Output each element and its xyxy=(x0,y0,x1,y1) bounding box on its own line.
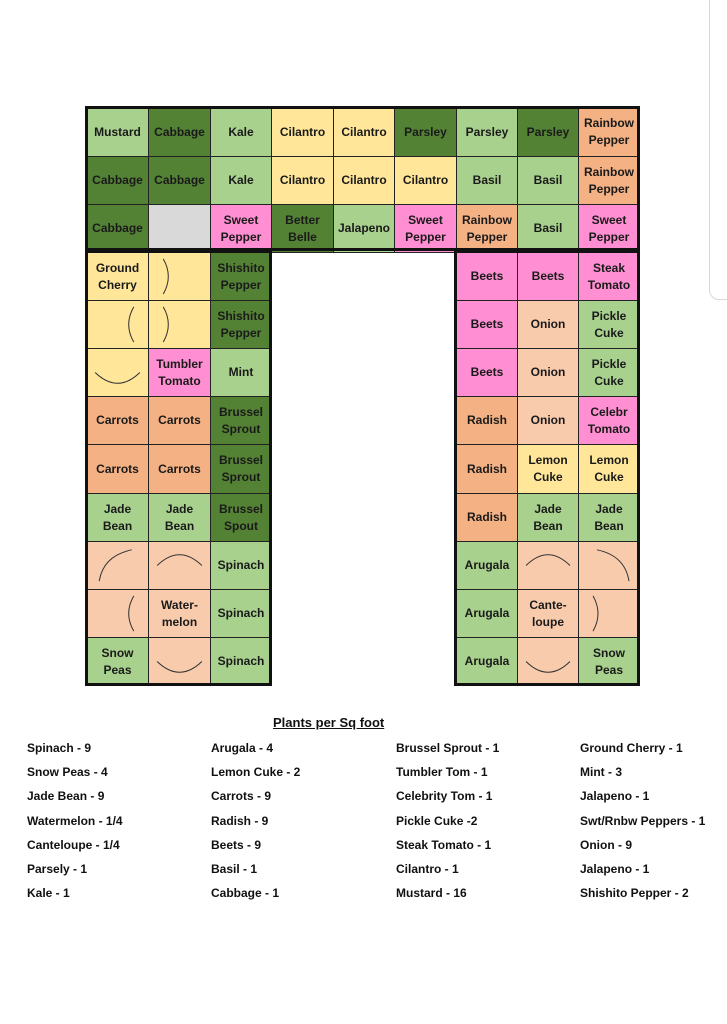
plant-label: Radish xyxy=(466,510,507,524)
plant-cell xyxy=(86,396,149,445)
plant-label: Carrots xyxy=(96,413,139,427)
legend-item: Cabbage - 1 xyxy=(211,886,280,901)
plant-label: Parsley xyxy=(526,124,570,139)
legend-item: Ground Cherry - 1 xyxy=(580,741,683,755)
plant-cell xyxy=(578,156,640,205)
legend-item: Canteloupe - 1/4 xyxy=(27,837,120,852)
legend-item: Basil - 1 xyxy=(211,862,258,876)
plant-label: Celebr Tomato xyxy=(587,404,631,436)
plant-label: Cilantro xyxy=(341,124,387,139)
plant-cell xyxy=(517,252,579,301)
plant-label: Steak Tomato xyxy=(587,260,631,292)
plant-label: Rainbow Pepper xyxy=(584,116,634,147)
legend-item: Shishito Pepper - 2 xyxy=(580,886,689,901)
plant-cell xyxy=(210,252,272,301)
vine-arc-icon xyxy=(149,253,210,300)
vine-arc-icon xyxy=(579,542,639,589)
plant-label: Kale xyxy=(228,173,254,187)
plant-cell xyxy=(271,107,334,157)
plant-label: Beets xyxy=(470,317,504,331)
plant-label: Cilantro xyxy=(279,173,326,187)
plant-cell xyxy=(86,444,149,494)
plant-cell xyxy=(578,107,640,157)
legend-item: Pickle Cuke -2 xyxy=(396,813,478,828)
plant-cell xyxy=(86,156,149,205)
vine-arc-icon xyxy=(87,590,148,637)
plant-cell xyxy=(456,252,518,301)
plant-cell xyxy=(333,156,395,205)
plant-cell xyxy=(148,493,211,542)
plant-label: Arugala xyxy=(464,606,510,620)
plant-cell xyxy=(456,300,518,349)
plant-cell xyxy=(517,493,579,542)
plant-label: Cilantro xyxy=(341,173,387,187)
legend-item: Steak Tomato - 1 xyxy=(396,837,492,852)
plant-label: Jade Bean xyxy=(533,501,563,533)
plant-label: Sweet Pepper xyxy=(588,212,630,244)
legend-item: Arugala - 4 xyxy=(211,741,274,755)
legend-item: Swt/Rnbw Peppers - 1 xyxy=(580,813,706,828)
empty-cell xyxy=(578,541,640,590)
plant-cell xyxy=(578,444,640,494)
plant-cell xyxy=(517,107,579,157)
plant-cell xyxy=(210,637,272,686)
empty-cell xyxy=(517,637,579,686)
plant-label: Rainbow Pepper xyxy=(462,212,512,244)
plant-label: Parsley xyxy=(465,124,509,139)
plant-label: Mint xyxy=(228,365,254,379)
vine-arc-icon xyxy=(149,638,210,685)
plant-label: Shishito Pepper xyxy=(217,260,265,292)
legend-item: Watermelon - 1/4 xyxy=(27,813,123,828)
plant-label: Brussel Sprout xyxy=(218,404,264,436)
plant-label: Jade Bean xyxy=(102,501,133,533)
plant-label: Spinach xyxy=(217,558,265,572)
plant-label: Sweet Pepper xyxy=(220,212,262,244)
plant-label: Pickle Cuke xyxy=(591,308,627,340)
legend-item: Lemon Cuke - 2 xyxy=(211,765,301,780)
plant-cell xyxy=(517,396,579,445)
empty-cell xyxy=(148,204,211,253)
plant-cell xyxy=(210,493,272,542)
plant-label: Beets xyxy=(470,269,504,283)
plant-cell xyxy=(86,493,149,542)
vine-arc-icon xyxy=(87,542,148,589)
plant-cell xyxy=(210,589,272,638)
plant-cell xyxy=(210,541,272,590)
legend-item: Kale - 1 xyxy=(27,886,70,901)
empty-cell xyxy=(148,637,211,686)
plant-cell xyxy=(210,300,272,349)
plant-label: Arugala xyxy=(464,558,510,572)
empty-cell xyxy=(148,252,211,301)
plant-label: Pickle Cuke xyxy=(591,356,627,388)
plant-cell xyxy=(394,107,457,157)
plant-cell xyxy=(517,156,579,205)
plant-cell xyxy=(456,589,518,638)
legend-item: Radish - 9 xyxy=(211,813,269,828)
legend-item: Snow Peas - 4 xyxy=(27,765,108,780)
legend-item: Onion - 9 xyxy=(580,837,632,852)
empty-cell xyxy=(86,589,149,638)
plant-cell xyxy=(517,589,579,638)
plant-cell xyxy=(271,204,334,253)
plant-label: Radish xyxy=(466,461,507,476)
plant-label: Basil xyxy=(472,173,502,187)
plant-label: Basil xyxy=(533,173,563,187)
plant-cell xyxy=(333,204,395,253)
plant-cell xyxy=(456,396,518,445)
legend-title: Plants per Sq foot xyxy=(273,715,385,730)
legend-item: Jalapeno - 1 xyxy=(580,862,650,876)
plant-cell xyxy=(456,493,518,542)
plant-label: Jade Bean xyxy=(164,501,195,533)
plant-cell xyxy=(210,107,272,157)
plant-label: Beets xyxy=(470,365,504,379)
plant-cell xyxy=(578,396,640,445)
plant-label: Sweet Pepper xyxy=(405,212,446,244)
plant-label: Brussel Sprout xyxy=(218,453,264,484)
plant-label: Beets xyxy=(531,269,565,283)
plant-cell xyxy=(210,396,272,445)
plant-cell xyxy=(517,300,579,349)
plant-cell xyxy=(86,107,149,157)
plant-label: Shishito Pepper xyxy=(217,308,265,340)
plant-label: Lemon Cuke xyxy=(589,453,629,484)
plant-cell xyxy=(210,156,272,205)
plant-cell xyxy=(148,156,211,205)
plant-label: Onion xyxy=(530,317,566,331)
plant-label: Cabbage xyxy=(92,221,143,235)
plant-label: Mustard xyxy=(94,124,141,139)
plant-label: Onion xyxy=(530,365,566,379)
empty-cell xyxy=(517,541,579,590)
plant-label: Parsley xyxy=(404,124,447,139)
plant-cell xyxy=(578,300,640,349)
plant-cell xyxy=(394,204,457,253)
plant-label: Brussel Spout xyxy=(218,501,264,533)
empty-cell xyxy=(148,541,211,590)
plant-label: Snow Peas xyxy=(593,645,625,677)
plant-label: Cabbage xyxy=(92,173,143,187)
empty-cell xyxy=(578,589,640,638)
plant-cell xyxy=(456,541,518,590)
plant-label: Tumbler Tomato xyxy=(156,356,203,388)
vine-arc-icon xyxy=(149,301,210,348)
plant-cell xyxy=(86,204,149,253)
plant-cell xyxy=(86,252,149,301)
plant-cell xyxy=(578,493,640,542)
legend-item: Mustard - 16 xyxy=(396,886,467,901)
plant-cell xyxy=(517,348,579,397)
plant-cell xyxy=(148,444,211,494)
plant-label: Kale xyxy=(228,124,254,139)
vine-arc-icon xyxy=(518,638,578,685)
plant-label: Carrots xyxy=(158,461,201,476)
plant-label: Carrots xyxy=(96,461,139,476)
plant-label: Carrots xyxy=(158,413,201,427)
scrollbar-edge[interactable] xyxy=(709,0,727,300)
plant-cell xyxy=(456,444,518,494)
plant-label: Jalapeno xyxy=(337,221,391,235)
vine-arc-icon xyxy=(87,349,148,396)
empty-cell xyxy=(148,300,211,349)
legend-item: Beets - 9 xyxy=(211,837,262,852)
vine-arc-icon xyxy=(579,590,639,637)
legend-item: Jalapeno - 1 xyxy=(580,789,650,804)
empty-cell xyxy=(86,300,149,349)
plant-cell xyxy=(148,396,211,445)
plant-cell xyxy=(271,156,334,205)
legend-item: Carrots - 9 xyxy=(211,789,272,804)
plant-label: Arugala xyxy=(464,654,510,668)
plant-label: Ground Cherry xyxy=(95,260,140,292)
plant-label: Cante-loupe xyxy=(529,597,567,629)
empty-cell xyxy=(86,348,149,397)
vine-arc-icon xyxy=(518,542,578,589)
plant-cell xyxy=(394,156,457,205)
plant-label: Spinach xyxy=(217,606,265,620)
plant-label: Cilantro xyxy=(402,173,449,187)
plant-label: Water-melon xyxy=(161,597,198,629)
plant-label: Snow Peas xyxy=(101,645,134,677)
plant-label: Basil xyxy=(533,221,563,235)
plant-label: Rainbow Pepper xyxy=(584,164,634,196)
plant-cell xyxy=(210,348,272,397)
plant-cell xyxy=(456,107,518,157)
plant-cell xyxy=(210,444,272,494)
legend-item: Brussel Sprout - 1 xyxy=(396,741,500,755)
plant-cell xyxy=(456,348,518,397)
plant-label: Lemon Cuke xyxy=(528,453,568,484)
plant-cell xyxy=(148,589,211,638)
legend-item: Jade Bean - 9 xyxy=(27,789,105,804)
plant-label: Radish xyxy=(466,413,507,427)
plant-label: Cabbage xyxy=(154,173,205,187)
plant-cell xyxy=(148,348,211,397)
legend-item: Celebrity Tom - 1 xyxy=(396,789,493,804)
plant-label: Jade Bean xyxy=(594,501,624,533)
plant-label: Spinach xyxy=(217,654,265,668)
plant-cell xyxy=(210,204,272,253)
plant-cell xyxy=(578,348,640,397)
legend-item: Mint - 3 xyxy=(580,765,622,780)
plant-cell xyxy=(148,107,211,157)
plant-cell xyxy=(578,204,640,253)
legend-item: Spinach - 9 xyxy=(27,741,92,755)
plant-cell xyxy=(333,107,395,157)
plant-cell xyxy=(456,156,518,205)
vine-arc-icon xyxy=(149,542,210,589)
empty-cell xyxy=(86,541,149,590)
plant-cell xyxy=(578,637,640,686)
plant-cell xyxy=(517,204,579,253)
plant-cell xyxy=(578,252,640,301)
plant-cell xyxy=(456,637,518,686)
vine-arc-icon xyxy=(87,301,148,348)
plant-cell xyxy=(86,637,149,686)
plant-label: Cabbage xyxy=(154,124,205,139)
plant-label: Cilantro xyxy=(279,124,326,139)
legend-item: Parsely - 1 xyxy=(27,862,88,876)
plant-label: Onion xyxy=(530,413,566,427)
plant-cell xyxy=(517,444,579,494)
legend-item: Cilantro - 1 xyxy=(396,862,459,876)
plant-label: Better Belle xyxy=(285,212,320,244)
plant-cell xyxy=(456,204,518,253)
legend-item: Tumbler Tom - 1 xyxy=(396,765,488,780)
